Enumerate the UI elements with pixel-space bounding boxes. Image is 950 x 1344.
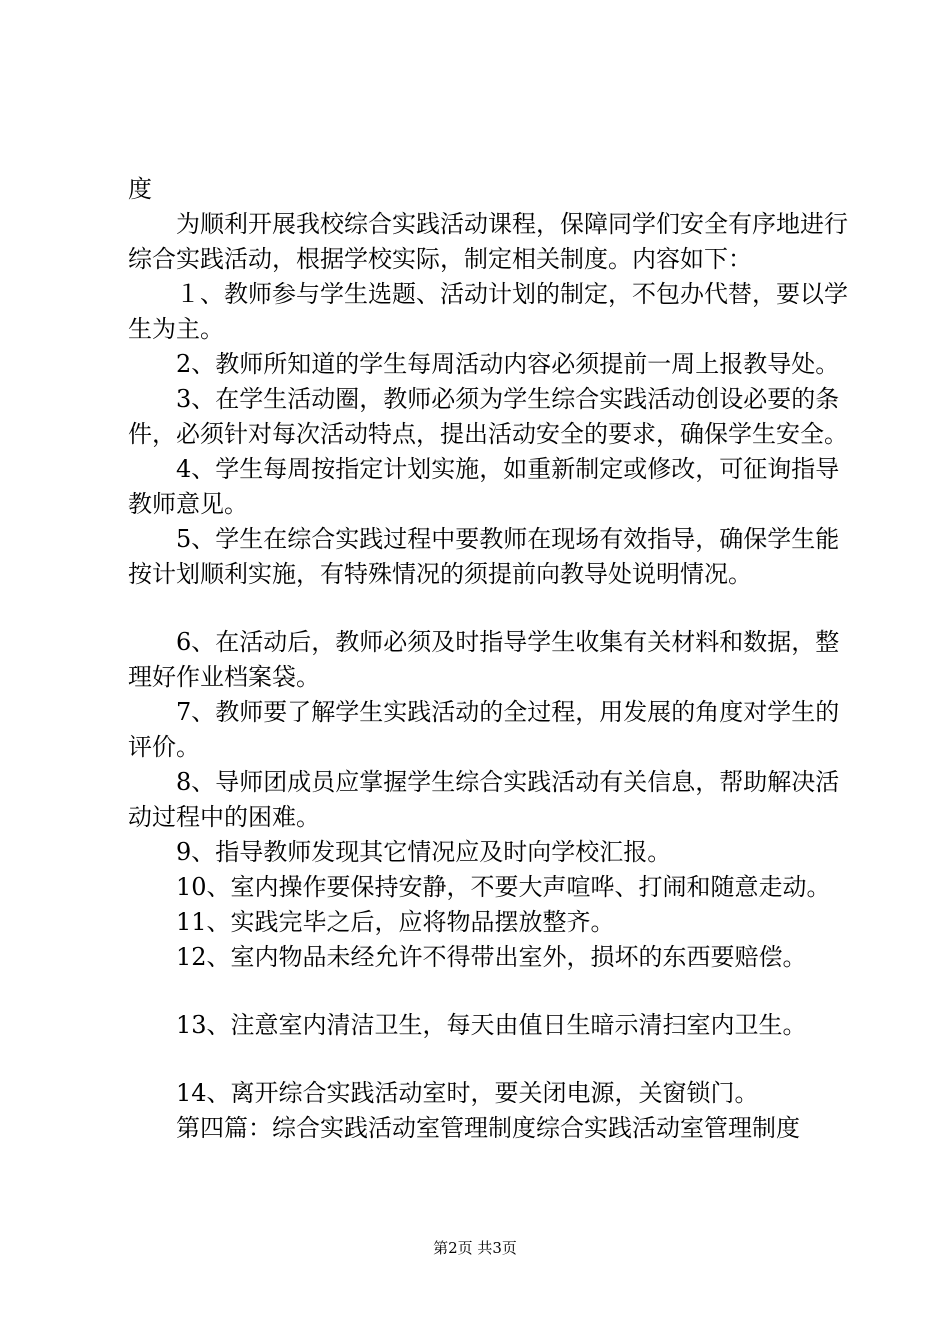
paragraph-rule-9: 9、指导教师发现其它情况应及时向学校汇报。 (176, 838, 672, 866)
paragraph-rule-11: 11、实践完毕之后，应将物品摆放整齐。 (176, 908, 615, 936)
paragraph-rule-8: 8、导师团成员应掌握学生综合实践活动有关信息，帮助解决活动过程中的困难。 (128, 768, 840, 831)
paragraph-rule-3: 3、在学生活动圈，教师必须为学生综合实践活动创设必要的条件，必须针对每次活动特点，提出活动安全的要求，确保学生安全。 (128, 385, 848, 448)
page-number-footer: 第2页 共3页 (433, 1239, 517, 1257)
paragraph-rule-14: 14、离开综合实践活动室时，要关闭电源，关窗锁门。 (176, 1079, 759, 1107)
paragraph-continuation: 度 (128, 175, 152, 203)
paragraph-rule-4: 4、学生每周按指定计划实施，如重新制定或修改，可征询指导教师意见。 (128, 455, 840, 518)
paragraph-rule-6: 6、在活动后，教师必须及时指导学生收集有关材料和数据，整理好作业档案袋。 (128, 628, 840, 691)
section-heading: 第四篇：综合实践活动室管理制度综合实践活动室管理制度 (176, 1114, 800, 1142)
paragraph-rule-7: 7、教师要了解学生实践活动的全过程，用发展的角度对学生的评价。 (128, 698, 840, 761)
paragraph-rule-13: 13、注意室内清洁卫生，每天由值日生暗示清扫室内卫生。 (176, 1011, 807, 1039)
paragraph-rule-12: 12、室内物品未经允许不得带出室外，损坏的东西要赔偿。 (176, 943, 807, 971)
document-body (128, 172, 850, 1146)
paragraph-rule-5: 5、学生在综合实践过程中要教师在现场有效指导，确保学生能按计划顺利实施，有特殊情况的须提前向教导处说明情况。 (128, 525, 840, 588)
paragraph-rule-1: １、教师参与学生选题、活动计划的制定，不包办代替，要以学生为主。 (128, 280, 848, 343)
paragraph-rule-10: 10、室内操作要保持安静，不要大声喧哗、打闹和随意走动。 (176, 873, 831, 901)
paragraph-intro: 为顺利开展我校综合实践活动课程，保障同学们安全有序地进行综合实践活动，根据学校实际，制定相关制度。内容如下： (128, 210, 848, 273)
paragraph-rule-2: 2、教师所知道的学生每周活动内容必须提前一周上报教导处。 (176, 350, 840, 378)
